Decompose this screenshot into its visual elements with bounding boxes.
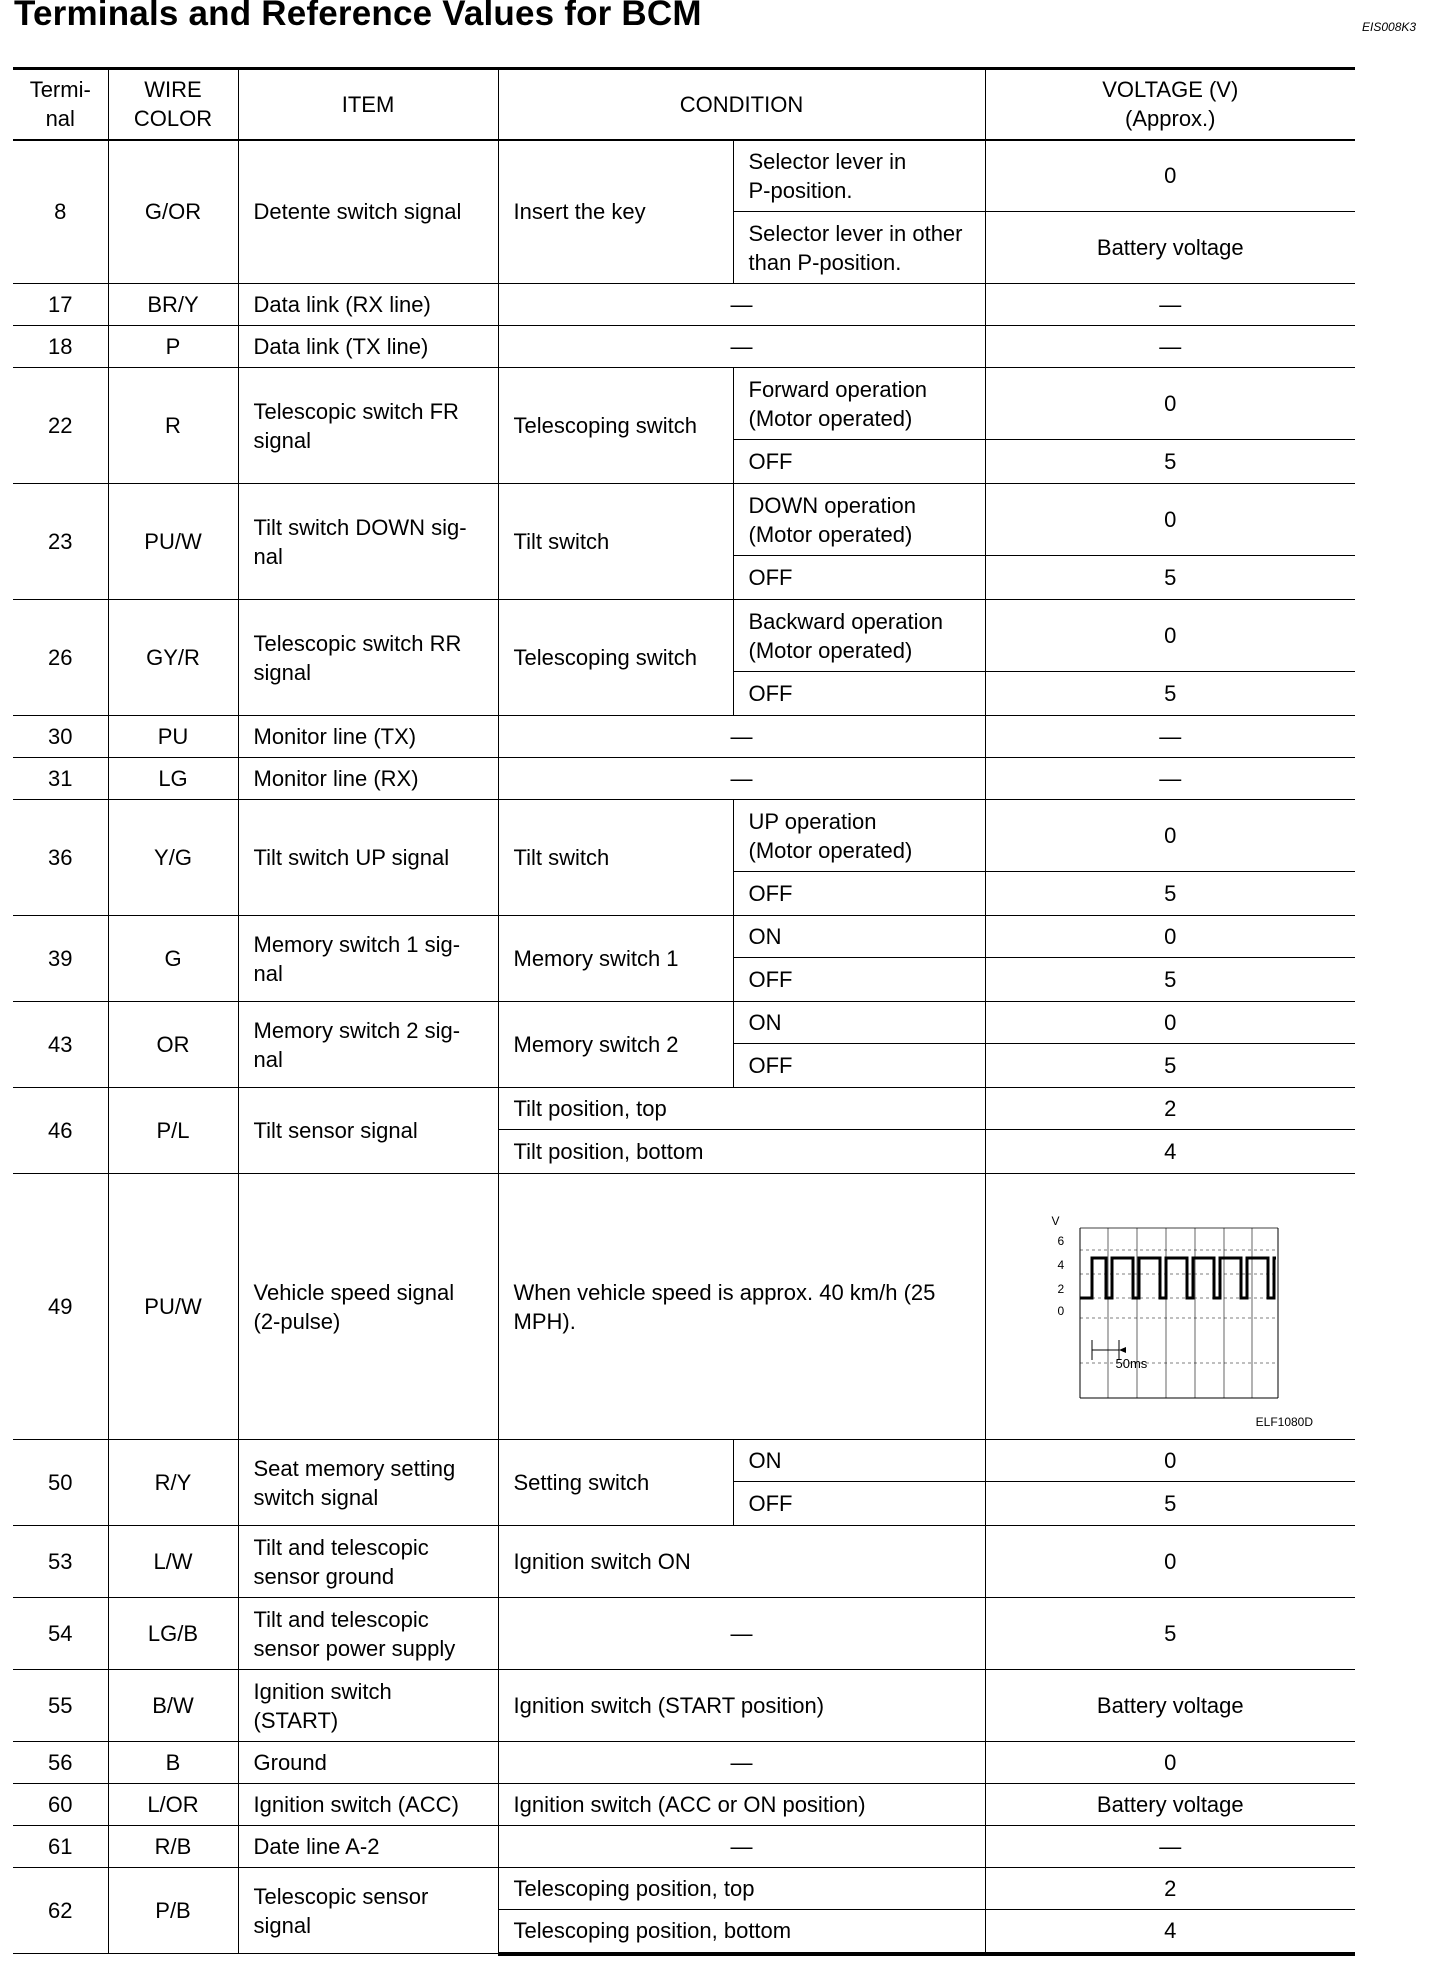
wire-color-cell: G	[108, 916, 238, 1002]
item-cell: Tilt switch DOWN sig- nal	[238, 484, 498, 600]
condition-cell: —	[498, 1742, 985, 1784]
voltage-cell: Battery voltage	[985, 1784, 1355, 1826]
condition-cell: Telescoping switch	[498, 600, 733, 716]
sub-condition-cell: OFF	[733, 672, 985, 716]
wire-color-cell: R/Y	[108, 1440, 238, 1526]
voltage-cell: 2	[985, 1088, 1355, 1130]
waveform-axis-label: V	[1051, 1214, 1060, 1228]
voltage-cell: 4	[985, 1130, 1355, 1174]
voltage-cell: —	[985, 716, 1355, 758]
table-row	[13, 1088, 1355, 1130]
sub-condition-cell: ON	[733, 1002, 985, 1044]
table-row	[13, 1002, 1355, 1044]
table-row	[13, 1174, 1355, 1440]
condition-cell: Memory switch 2	[498, 1002, 733, 1088]
item-cell: Seat memory setting switch signal	[238, 1440, 498, 1526]
sub-condition-cell: UP operation (Motor operated)	[733, 800, 985, 872]
item-cell: Tilt sensor signal	[238, 1088, 498, 1174]
table-row	[13, 484, 1355, 556]
sub-condition-cell: OFF	[733, 556, 985, 600]
condition-cell: —	[498, 716, 985, 758]
table-row	[13, 1826, 1355, 1868]
voltage-cell: 0	[985, 484, 1355, 556]
table-row	[13, 1868, 1355, 1910]
terminal-cell: 62	[13, 1868, 108, 1954]
wire-color-cell: G/OR	[108, 140, 238, 284]
voltage-cell: 0	[985, 800, 1355, 872]
condition-cell: —	[498, 1826, 985, 1868]
wire-color-cell: R	[108, 368, 238, 484]
item-cell: Monitor line (RX)	[238, 758, 498, 800]
voltage-cell: Battery voltage	[985, 212, 1355, 284]
sub-condition-cell: ON	[733, 1440, 985, 1482]
voltage-cell: —	[985, 284, 1355, 326]
figure-id: ELF1080D	[1255, 1415, 1314, 1429]
table-row	[13, 1784, 1355, 1826]
terminal-cell: 30	[13, 716, 108, 758]
item-cell: Vehicle speed signal (2-pulse)	[238, 1174, 498, 1440]
terminal-cell: 22	[13, 368, 108, 484]
item-cell: Tilt and telescopic sensor power supply	[238, 1598, 498, 1670]
condition-cell: Telescoping position, top	[498, 1868, 985, 1910]
bcm-terminal-table	[13, 67, 1355, 1956]
wire-color-cell: Y/G	[108, 800, 238, 916]
sub-condition-cell: OFF	[733, 872, 985, 916]
voltage-cell: 5	[985, 1598, 1355, 1670]
terminal-cell: 23	[13, 484, 108, 600]
sub-condition-cell: Selector lever in other than P-position.	[733, 212, 985, 284]
item-cell: Monitor line (TX)	[238, 716, 498, 758]
terminal-cell: 46	[13, 1088, 108, 1174]
sub-condition-cell: Backward operation (Motor operated)	[733, 600, 985, 672]
table-row	[13, 758, 1355, 800]
voltage-cell: 2	[985, 1868, 1355, 1910]
waveform-level-label: 4	[1057, 1258, 1065, 1272]
wire-color-cell: P	[108, 326, 238, 368]
condition-cell: —	[498, 284, 985, 326]
item-cell: Telescopic sensor signal	[238, 1868, 498, 1954]
condition-cell: Telescoping switch	[498, 368, 733, 484]
sub-condition-cell: Selector lever in P-position.	[733, 140, 985, 212]
header-wire-color: WIRE COLOR	[108, 69, 238, 140]
wire-color-cell: L/W	[108, 1526, 238, 1598]
wire-color-cell: OR	[108, 1002, 238, 1088]
table-row	[13, 716, 1355, 758]
item-cell: Detente switch signal	[238, 140, 498, 284]
terminal-cell: 60	[13, 1784, 108, 1826]
sub-condition-cell: Forward operation (Motor operated)	[733, 368, 985, 440]
wire-color-cell: BR/Y	[108, 284, 238, 326]
terminal-cell: 61	[13, 1826, 108, 1868]
item-cell: Telescopic switch FR signal	[238, 368, 498, 484]
voltage-cell: 0	[985, 600, 1355, 672]
header-item: ITEM	[238, 69, 498, 140]
condition-cell: —	[498, 1598, 985, 1670]
condition-cell: Tilt position, bottom	[498, 1130, 985, 1174]
table-row	[13, 1440, 1355, 1482]
item-cell: Tilt switch UP signal	[238, 800, 498, 916]
condition-cell: Tilt switch	[498, 484, 733, 600]
table-row	[13, 368, 1355, 440]
terminal-cell: 26	[13, 600, 108, 716]
wire-color-cell: B/W	[108, 1670, 238, 1742]
wire-color-cell: B	[108, 1742, 238, 1784]
wire-color-cell: GY/R	[108, 600, 238, 716]
item-cell: Date line A-2	[238, 1826, 498, 1868]
table-row	[13, 140, 1355, 212]
table-row	[13, 326, 1355, 368]
voltage-cell: 5	[985, 440, 1355, 484]
sub-condition-cell: OFF	[733, 440, 985, 484]
terminal-cell: 43	[13, 1002, 108, 1088]
condition-cell: —	[498, 326, 985, 368]
terminal-cell: 8	[13, 140, 108, 284]
condition-cell: Tilt position, top	[498, 1088, 985, 1130]
item-cell: Data link (TX line)	[238, 326, 498, 368]
terminal-cell: 18	[13, 326, 108, 368]
sub-condition-cell: ON	[733, 916, 985, 958]
wire-color-cell: P/L	[108, 1088, 238, 1174]
voltage-cell: 0	[985, 1440, 1355, 1482]
terminal-cell: 56	[13, 1742, 108, 1784]
voltage-cell: 0	[985, 1002, 1355, 1044]
wire-color-cell: P/B	[108, 1868, 238, 1954]
wire-color-cell: LG	[108, 758, 238, 800]
voltage-cell: 5	[985, 872, 1355, 916]
table-header-row	[13, 69, 1355, 140]
terminal-cell: 17	[13, 284, 108, 326]
sub-condition-cell: OFF	[733, 958, 985, 1002]
condition-cell: Ignition switch (ACC or ON position)	[498, 1784, 985, 1826]
condition-cell: Ignition switch ON	[498, 1526, 985, 1598]
header-voltage: VOLTAGE (V) (Approx.)	[985, 69, 1355, 140]
table-row	[13, 1526, 1355, 1598]
terminal-cell: 31	[13, 758, 108, 800]
table-row	[13, 284, 1355, 326]
condition-cell: Telescoping position, bottom	[498, 1910, 985, 1954]
condition-cell: —	[498, 758, 985, 800]
voltage-cell: 0	[985, 916, 1355, 958]
wire-color-cell: L/OR	[108, 1784, 238, 1826]
waveform-period-label: 50ms	[1115, 1356, 1148, 1371]
terminal-cell: 39	[13, 916, 108, 1002]
wire-color-cell: LG/B	[108, 1598, 238, 1670]
terminal-cell: 50	[13, 1440, 108, 1526]
item-cell: Tilt and telescopic sensor ground	[238, 1526, 498, 1598]
condition-cell: Tilt switch	[498, 800, 733, 916]
terminal-cell: 55	[13, 1670, 108, 1742]
waveform-cell	[985, 1174, 1355, 1440]
table-row	[13, 800, 1355, 872]
voltage-cell: —	[985, 326, 1355, 368]
terminal-cell: 49	[13, 1174, 108, 1440]
voltage-cell: —	[985, 1826, 1355, 1868]
voltage-cell: 0	[985, 140, 1355, 212]
condition-cell: Ignition switch (START position)	[498, 1670, 985, 1742]
vehicle-speed-waveform	[1040, 1218, 1300, 1418]
voltage-cell: Battery voltage	[985, 1670, 1355, 1742]
item-cell: Memory switch 2 sig- nal	[238, 1002, 498, 1088]
terminal-cell: 54	[13, 1598, 108, 1670]
voltage-cell: 0	[985, 1742, 1355, 1784]
sub-condition-cell: DOWN operation (Motor operated)	[733, 484, 985, 556]
waveform-level-label: 6	[1057, 1234, 1065, 1248]
condition-cell: Memory switch 1	[498, 916, 733, 1002]
voltage-cell: 5	[985, 958, 1355, 1002]
voltage-cell: 0	[985, 1526, 1355, 1598]
voltage-cell: 5	[985, 1482, 1355, 1526]
voltage-cell: 5	[985, 1044, 1355, 1088]
condition-cell: Insert the key	[498, 140, 733, 284]
terminal-cell: 53	[13, 1526, 108, 1598]
table-body	[13, 140, 1355, 1954]
voltage-cell: 4	[985, 1910, 1355, 1954]
header-terminal: Termi- nal	[13, 69, 108, 140]
item-cell: Memory switch 1 sig- nal	[238, 916, 498, 1002]
voltage-cell: 0	[985, 368, 1355, 440]
table-row	[13, 1598, 1355, 1670]
wire-color-cell: R/B	[108, 1826, 238, 1868]
table-row	[13, 600, 1355, 672]
voltage-cell: 5	[985, 672, 1355, 716]
page-title: Terminals and Reference Values for BCM	[14, 0, 702, 33]
voltage-cell: 5	[985, 556, 1355, 600]
sub-condition-cell: OFF	[733, 1482, 985, 1526]
terminal-cell: 36	[13, 800, 108, 916]
item-cell: Ignition switch (ACC)	[238, 1784, 498, 1826]
wire-color-cell: PU/W	[108, 1174, 238, 1440]
table-row	[13, 1742, 1355, 1784]
table-row	[13, 916, 1355, 958]
item-cell: Telescopic switch RR signal	[238, 600, 498, 716]
item-cell: Ground	[238, 1742, 498, 1784]
condition-cell: Setting switch	[498, 1440, 733, 1526]
waveform-level-label: 2	[1057, 1282, 1065, 1296]
item-cell: Data link (RX line)	[238, 284, 498, 326]
document-id: EIS008K3	[1362, 20, 1417, 34]
wire-color-cell: PU	[108, 716, 238, 758]
voltage-cell: —	[985, 758, 1355, 800]
item-cell: Ignition switch (START)	[238, 1670, 498, 1742]
condition-cell: When vehicle speed is approx. 40 km/h (25 MPH).	[498, 1174, 985, 1440]
sub-condition-cell: OFF	[733, 1044, 985, 1088]
header-condition: CONDITION	[498, 69, 985, 140]
waveform-level-label: 0	[1057, 1304, 1065, 1318]
table-row	[13, 1670, 1355, 1742]
wire-color-cell: PU/W	[108, 484, 238, 600]
